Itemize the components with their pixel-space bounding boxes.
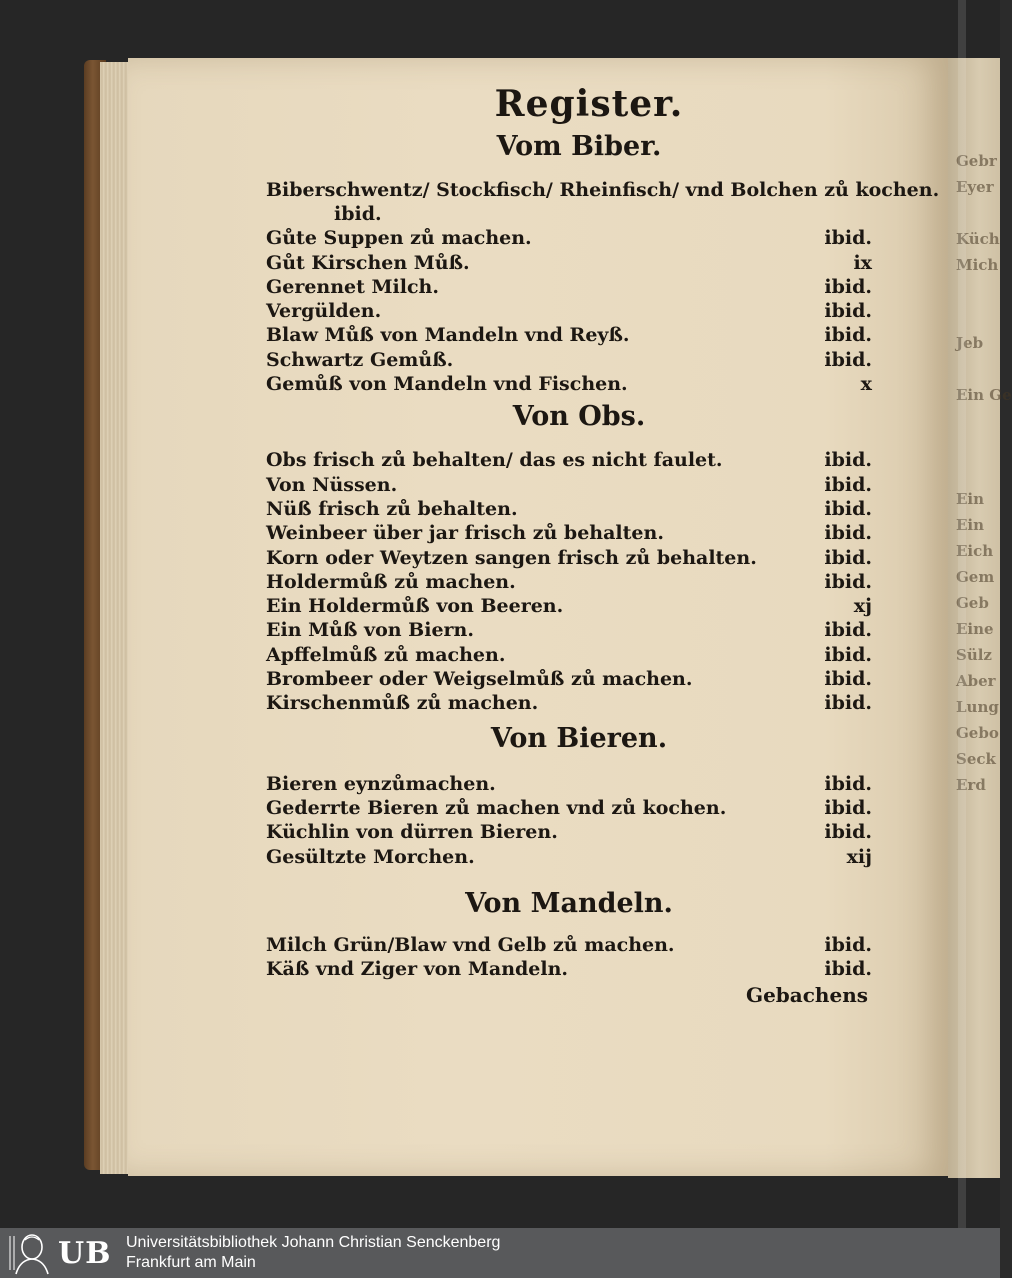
entry-text: Apffelmůß zů machen. xyxy=(266,643,506,666)
entry-text: Von Nüssen. xyxy=(266,473,398,496)
register-entry xyxy=(266,820,872,844)
entry-text: Gerennet Milch. xyxy=(266,275,439,298)
facing-page-fragment: Geb xyxy=(956,594,989,612)
entry-ref: ibid. xyxy=(824,546,872,569)
entry-ref: ibid. xyxy=(824,821,872,844)
entry-ref: ibid. xyxy=(824,522,872,545)
register-entry xyxy=(266,772,872,796)
bust-portrait-icon xyxy=(6,1232,56,1274)
entry-ref: ibid. xyxy=(824,449,872,472)
facing-page-fragment: Aber xyxy=(956,672,996,690)
register-entry xyxy=(266,570,872,594)
entry-text: Weinbeer über jar frisch zů behalten. xyxy=(266,522,664,545)
entry-text: Kirschenmůß zů machen. xyxy=(266,692,539,715)
entry-text: Küchlin von dürren Bieren. xyxy=(266,821,558,844)
register-entry xyxy=(266,275,872,299)
register-entry xyxy=(266,497,872,521)
entry-ref: ibid. xyxy=(824,933,872,956)
entry-text: Gůt Kirschen Můß. xyxy=(266,251,470,274)
facing-page-fragment: Ein xyxy=(956,516,985,534)
entry-text: Vergülden. xyxy=(266,300,382,323)
register-entry xyxy=(266,643,872,667)
register-entry xyxy=(266,299,872,323)
entry-ref: ibid. xyxy=(824,227,872,250)
entry-ref: ibid. xyxy=(824,497,872,520)
register-entry xyxy=(266,594,872,618)
entry-sub-ref: ibid. xyxy=(334,203,382,226)
entry-ref: xij xyxy=(846,845,872,868)
register-entry xyxy=(266,473,872,497)
facing-page-fragment: Ein Ge xyxy=(956,386,1012,404)
entry-ref: ibid. xyxy=(824,300,872,323)
facing-page-fragment: Ein xyxy=(956,490,985,508)
entry-ref: ix xyxy=(853,251,872,274)
register-entry xyxy=(266,667,872,691)
entry-text: Gemůß von Mandeln vnd Fischen. xyxy=(266,373,628,396)
entry-ref: ibid. xyxy=(824,692,872,715)
register-text-block xyxy=(266,80,940,1009)
entry-ref: ibid. xyxy=(824,958,872,981)
facing-page-fragment: Eyer xyxy=(956,178,994,196)
facing-page-fragment: Lung xyxy=(956,698,999,716)
entry-text: Schwartz Gemůß. xyxy=(266,348,454,371)
facing-page-fragment: Jeb xyxy=(956,334,984,352)
register-entry xyxy=(266,178,940,202)
register-entry xyxy=(266,546,872,570)
entry-text: Ein Holdermůß von Beeren. xyxy=(266,595,564,618)
entry-text: Bieren eynzůmachen. xyxy=(266,772,496,795)
register-entry xyxy=(266,448,872,472)
entry-ref: ibid. xyxy=(824,643,872,666)
entry-ref: xj xyxy=(853,595,872,618)
section-heading-von-mandeln: Von Mandeln. xyxy=(465,887,673,919)
register-entry xyxy=(266,372,872,396)
entry-text: Gederrte Bieren zů machen vnd zů kochen. xyxy=(266,796,727,819)
entry-text: Milch Grün/Blaw vnd Gelb zů machen. xyxy=(266,933,675,956)
entry-ref: x xyxy=(860,373,872,396)
entry-ref: ibid. xyxy=(824,772,872,795)
entry-ref: ibid. xyxy=(824,570,872,593)
library-logo xyxy=(6,1232,116,1274)
register-entry xyxy=(266,323,872,347)
entry-text: Käß vnd Ziger von Mandeln. xyxy=(266,958,569,981)
entry-text: Blaw Můß von Mandeln vnd Reyß. xyxy=(266,324,630,347)
entry-ref: ibid. xyxy=(824,668,872,691)
facing-page-edge xyxy=(948,58,1012,1178)
register-entry xyxy=(266,348,872,372)
institution-name xyxy=(126,1233,500,1273)
entry-ref: ibid. xyxy=(824,619,872,642)
register-entry xyxy=(266,796,872,820)
facing-page-fragment: Küch xyxy=(956,230,1000,248)
section-heading-von-bieren: Von Bieren. xyxy=(490,722,668,754)
facing-page-fragment: Eine xyxy=(956,620,994,638)
facing-page-fragment: Gebo xyxy=(956,724,999,742)
entry-text: Nüß frisch zů behalten. xyxy=(266,497,518,520)
entry-ref: ibid. xyxy=(824,473,872,496)
facing-page-fragment: Erd xyxy=(956,776,986,794)
institution-line-1: Universitätsbibliothek Johann Christian Senckenberg xyxy=(126,1234,501,1251)
register-entry xyxy=(266,691,872,715)
entry-ref: ibid. xyxy=(824,324,872,347)
facing-page-fragment: Gebr xyxy=(956,152,997,170)
entry-text: Ein Můß von Biern. xyxy=(266,619,474,642)
register-entry xyxy=(266,618,872,642)
entry-text: Korn oder Weytzen sangen frisch zů behalten. xyxy=(266,546,757,569)
entry-text: Brombeer oder Weigselmůß zů machen. xyxy=(266,668,693,691)
entry-text: Obs frisch zů behalten/ das es nicht faulet. xyxy=(266,449,723,472)
institution-line-2: Frankfurt am Main xyxy=(126,1254,256,1271)
register-entry xyxy=(266,226,872,250)
facing-page-fragment: Eich xyxy=(956,542,994,560)
entry-text: Holdermůß zů machen. xyxy=(266,570,516,593)
entry-ref: ibid. xyxy=(824,275,872,298)
entry-text: Gesültzte Morchen. xyxy=(266,845,475,868)
scanner-glass-strip xyxy=(958,0,966,1228)
register-entry xyxy=(266,845,872,869)
logo-text: UB xyxy=(58,1235,112,1271)
entry-text: Biberschwentz/ Stockfisch/ Rheinfisch/ vnd Bolchen zů kochen. xyxy=(266,179,940,201)
facing-page-fragment: Seck xyxy=(956,750,996,768)
entry-ref: ibid. xyxy=(824,348,872,371)
footer-bar xyxy=(0,1228,1000,1278)
catchword: Gebachens xyxy=(746,983,868,1008)
facing-page-fragment: Sülz xyxy=(956,646,992,664)
facing-page-fragment: Gem xyxy=(956,568,995,586)
facing-page-fragment: Mich xyxy=(956,256,999,274)
entry-text: Gůte Suppen zů machen. xyxy=(266,227,532,250)
register-entry xyxy=(266,251,872,275)
section-heading-vom-biber: Vom Biber. xyxy=(496,131,662,162)
register-entry xyxy=(266,933,872,957)
register-entry xyxy=(266,521,872,545)
register-entry xyxy=(266,957,872,981)
page-title: Register. xyxy=(494,83,684,125)
entry-ref: ibid. xyxy=(824,796,872,819)
section-heading-von-obs: Von Obs. xyxy=(512,401,646,433)
